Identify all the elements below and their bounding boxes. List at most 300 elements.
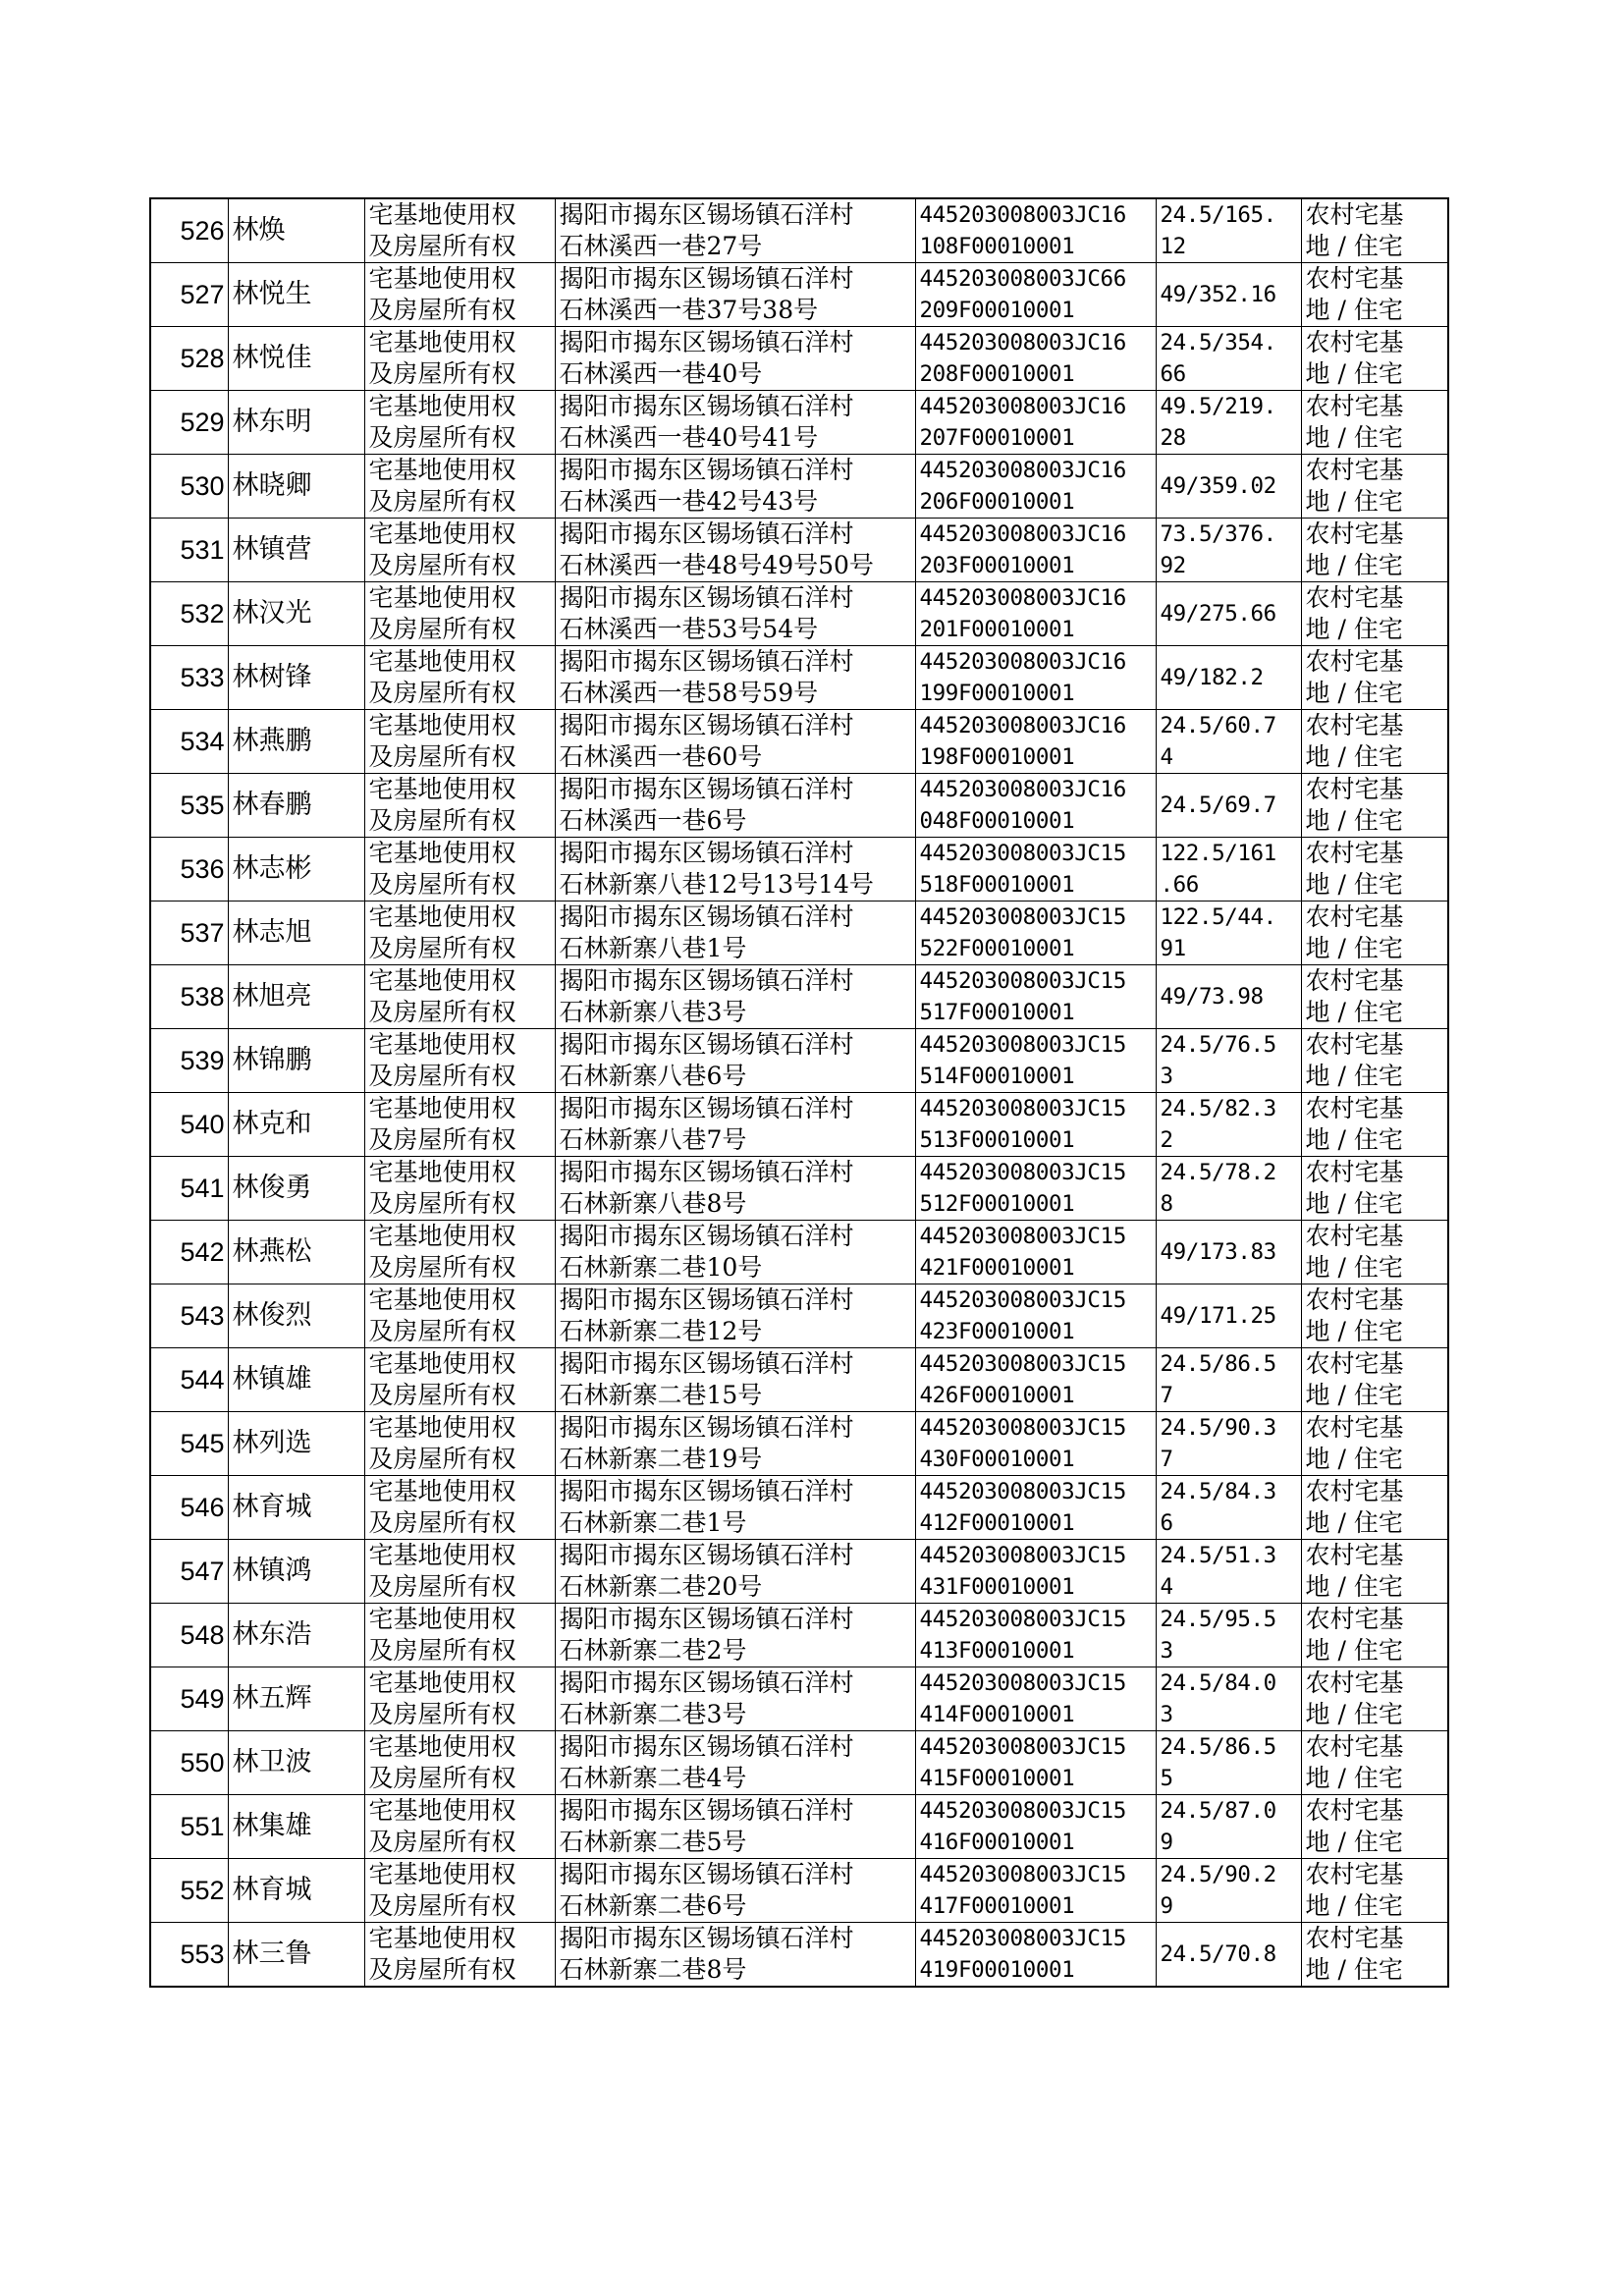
row-number-cell: 548	[150, 1604, 228, 1667]
right-type-line: 及房屋所有权	[368, 679, 516, 707]
land-use-cell	[1301, 198, 1448, 263]
property-address-line: 石林溪西一巷60号	[559, 742, 763, 771]
table-body	[150, 198, 1448, 1987]
property-address-line: 揭阳市揭东区锡场镇石洋村	[559, 519, 854, 548]
area-value-line: 24.5/60.7	[1160, 713, 1276, 738]
property-address-cell	[555, 582, 915, 646]
area-value-cell	[1156, 710, 1301, 774]
table-row	[150, 1731, 1448, 1795]
table-row	[150, 582, 1448, 646]
area-value-line: 91	[1160, 936, 1186, 961]
right-type-cell	[364, 455, 555, 519]
row-number-cell: 537	[150, 902, 228, 965]
row-number-cell: 550	[150, 1731, 228, 1795]
unit-code-cell	[915, 774, 1156, 838]
right-type-cell	[364, 1476, 555, 1540]
land-use-cell	[1301, 902, 1448, 965]
property-address-line: 石林新寨二巷20号	[559, 1572, 763, 1601]
right-type-line: 宅基地使用权	[368, 1860, 516, 1888]
property-address-line: 石林溪西一巷53号54号	[559, 615, 819, 643]
area-value-cell	[1156, 1093, 1301, 1157]
area-value-line: 122.5/44.	[1160, 904, 1276, 930]
unit-code-line: 423F00010001	[919, 1319, 1075, 1344]
property-address-line: 揭阳市揭东区锡场镇石洋村	[559, 1030, 854, 1059]
right-type-line: 及房屋所有权	[368, 998, 516, 1026]
area-value-cell	[1156, 1029, 1301, 1093]
area-value-line: 24.5/95.5	[1160, 1607, 1276, 1632]
unit-code-cell	[915, 455, 1156, 519]
table-row	[150, 519, 1448, 582]
unit-code-line: 445203008003JC15	[919, 1607, 1126, 1632]
property-address-line: 石林新寨二巷19号	[559, 1445, 763, 1473]
right-type-cell	[364, 1221, 555, 1284]
right-type-line: 及房屋所有权	[368, 1508, 516, 1537]
owner-name-cell: 林列选	[228, 1412, 364, 1476]
unit-code-line: 209F00010001	[919, 298, 1075, 323]
right-type-line: 宅基地使用权	[368, 1222, 516, 1250]
unit-code-line: 048F00010001	[919, 808, 1075, 834]
owner-name-cell: 林三鲁	[228, 1923, 364, 1988]
land-use-cell	[1301, 1221, 1448, 1284]
table-row	[150, 1093, 1448, 1157]
right-type-cell	[364, 1923, 555, 1988]
area-value-line: 49/73.98	[1160, 984, 1264, 1010]
land-use-cell	[1301, 1923, 1448, 1988]
property-address-cell	[555, 1157, 915, 1221]
area-value-cell	[1156, 902, 1301, 965]
property-address-line: 揭阳市揭东区锡场镇石洋村	[559, 1732, 854, 1761]
table-row	[150, 1795, 1448, 1859]
area-value-cell	[1156, 646, 1301, 710]
area-value-cell	[1156, 1412, 1301, 1476]
area-value-line: 4	[1160, 1574, 1173, 1600]
right-type-cell	[364, 965, 555, 1029]
right-type-cell	[364, 838, 555, 902]
land-use-line: 地 / 住宅	[1305, 1381, 1403, 1409]
area-value-line: 9	[1160, 1893, 1173, 1919]
area-value-line: 5	[1160, 1766, 1173, 1791]
owner-name-cell: 林俊烈	[228, 1284, 364, 1348]
row-number-cell: 540	[150, 1093, 228, 1157]
land-use-line: 地 / 住宅	[1305, 934, 1403, 962]
right-type-line: 宅基地使用权	[368, 519, 516, 548]
land-use-line: 农村宅基	[1305, 902, 1404, 931]
table-row	[150, 327, 1448, 391]
right-type-line: 宅基地使用权	[368, 775, 516, 803]
property-address-line: 揭阳市揭东区锡场镇石洋村	[559, 1158, 854, 1186]
unit-code-line: 431F00010001	[919, 1574, 1075, 1600]
unit-code-line: 198F00010001	[919, 744, 1075, 770]
land-use-cell	[1301, 774, 1448, 838]
land-use-cell	[1301, 1157, 1448, 1221]
table-row	[150, 263, 1448, 327]
table-row	[150, 1667, 1448, 1731]
row-number-cell: 530	[150, 455, 228, 519]
land-use-line: 地 / 住宅	[1305, 1062, 1403, 1090]
right-type-line: 宅基地使用权	[368, 902, 516, 931]
area-value-line: 7	[1160, 1447, 1173, 1472]
property-address-line: 揭阳市揭东区锡场镇石洋村	[559, 1860, 854, 1888]
owner-name-cell: 林东浩	[228, 1604, 364, 1667]
unit-code-cell	[915, 1221, 1156, 1284]
owner-name-cell: 林志彬	[228, 838, 364, 902]
right-type-cell	[364, 1412, 555, 1476]
unit-code-line: 415F00010001	[919, 1766, 1075, 1791]
right-type-line: 宅基地使用权	[368, 583, 516, 612]
unit-code-cell	[915, 965, 1156, 1029]
row-number-cell: 546	[150, 1476, 228, 1540]
property-address-line: 石林溪西一巷6号	[559, 806, 747, 835]
right-type-line: 宅基地使用权	[368, 1030, 516, 1059]
land-use-line: 农村宅基	[1305, 1349, 1404, 1378]
right-type-line: 及房屋所有权	[368, 1700, 516, 1728]
area-value-line: 9	[1160, 1830, 1173, 1855]
property-address-cell	[555, 263, 915, 327]
owner-name-cell: 林锦鹏	[228, 1029, 364, 1093]
unit-code-line: 445203008003JC16	[919, 202, 1126, 228]
area-value-cell	[1156, 1348, 1301, 1412]
land-use-line: 地 / 住宅	[1305, 1189, 1403, 1218]
land-use-cell	[1301, 519, 1448, 582]
unit-code-line: 445203008003JC15	[919, 1479, 1126, 1504]
area-value-line: 3	[1160, 1638, 1173, 1664]
right-type-line: 宅基地使用权	[368, 1158, 516, 1186]
unit-code-line: 445203008003JC15	[919, 1926, 1126, 1951]
area-value-line: 92	[1160, 553, 1186, 578]
right-type-line: 及房屋所有权	[368, 1253, 516, 1282]
row-number-cell: 532	[150, 582, 228, 646]
land-use-cell	[1301, 391, 1448, 455]
unit-code-line: 445203008003JC15	[919, 841, 1126, 866]
land-use-line: 地 / 住宅	[1305, 1445, 1403, 1473]
land-use-line: 农村宅基	[1305, 200, 1404, 229]
right-type-cell	[364, 1093, 555, 1157]
right-type-line: 及房屋所有权	[368, 1317, 516, 1345]
area-value-line: 49/275.66	[1160, 601, 1276, 627]
area-value-line: 49/171.25	[1160, 1303, 1276, 1329]
row-number-cell: 547	[150, 1540, 228, 1604]
area-value-line: .66	[1160, 872, 1199, 898]
row-number-cell: 543	[150, 1284, 228, 1348]
property-address-cell	[555, 1540, 915, 1604]
land-use-cell	[1301, 1667, 1448, 1731]
unit-code-line: 445203008003JC16	[919, 394, 1126, 419]
right-type-line: 及房屋所有权	[368, 1955, 516, 1984]
unit-code-line: 421F00010001	[919, 1255, 1075, 1281]
unit-code-line: 419F00010001	[919, 1957, 1075, 1983]
land-use-line: 农村宅基	[1305, 1860, 1404, 1888]
table-row	[150, 1157, 1448, 1221]
property-address-line: 石林溪西一巷27号	[559, 232, 763, 260]
land-use-line: 地 / 住宅	[1305, 679, 1403, 707]
property-address-cell	[555, 1284, 915, 1348]
right-type-cell	[364, 582, 555, 646]
property-address-cell	[555, 1093, 915, 1157]
unit-code-line: 201F00010001	[919, 617, 1075, 642]
area-value-cell	[1156, 1540, 1301, 1604]
land-use-line: 农村宅基	[1305, 1924, 1404, 1952]
unit-code-line: 522F00010001	[919, 936, 1075, 961]
land-use-line: 地 / 住宅	[1305, 487, 1403, 516]
unit-code-cell	[915, 1029, 1156, 1093]
property-address-line: 石林溪西一巷42号43号	[559, 487, 819, 516]
area-value-line: 49/182.2	[1160, 665, 1264, 690]
property-address-line: 揭阳市揭东区锡场镇石洋村	[559, 1094, 854, 1122]
property-address-cell	[555, 1859, 915, 1923]
land-use-line: 地 / 住宅	[1305, 1125, 1403, 1154]
land-use-line: 农村宅基	[1305, 583, 1404, 612]
unit-code-cell	[915, 1795, 1156, 1859]
area-value-cell	[1156, 1284, 1301, 1348]
table-row	[150, 1221, 1448, 1284]
property-address-cell	[555, 1029, 915, 1093]
property-address-line: 石林溪西一巷48号49号50号	[559, 551, 874, 579]
right-type-cell	[364, 1284, 555, 1348]
owner-name-cell: 林悦佳	[228, 327, 364, 391]
owner-name-cell: 林春鹏	[228, 774, 364, 838]
right-type-line: 及房屋所有权	[368, 615, 516, 643]
land-use-line: 地 / 住宅	[1305, 1700, 1403, 1728]
property-address-line: 石林新寨二巷4号	[559, 1764, 747, 1792]
land-use-line: 地 / 住宅	[1305, 1253, 1403, 1282]
property-address-cell	[555, 1221, 915, 1284]
area-value-cell	[1156, 1795, 1301, 1859]
owner-name-cell: 林志旭	[228, 902, 364, 965]
right-type-line: 及房屋所有权	[368, 1764, 516, 1792]
right-type-cell	[364, 1029, 555, 1093]
area-value-cell	[1156, 455, 1301, 519]
area-value-line: 66	[1160, 361, 1186, 387]
land-use-line: 地 / 住宅	[1305, 1828, 1403, 1856]
property-address-cell	[555, 646, 915, 710]
area-value-line: 49/352.16	[1160, 282, 1276, 307]
right-type-line: 宅基地使用权	[368, 839, 516, 867]
row-number-cell: 539	[150, 1029, 228, 1093]
property-address-line: 揭阳市揭东区锡场镇石洋村	[559, 392, 854, 420]
table-row	[150, 710, 1448, 774]
row-number-cell: 553	[150, 1923, 228, 1988]
property-address-line: 揭阳市揭东区锡场镇石洋村	[559, 1605, 854, 1633]
right-type-cell	[364, 1157, 555, 1221]
right-type-cell	[364, 263, 555, 327]
unit-code-line: 426F00010001	[919, 1383, 1075, 1408]
property-address-cell	[555, 198, 915, 263]
right-type-line: 及房屋所有权	[368, 1125, 516, 1154]
row-number-cell: 542	[150, 1221, 228, 1284]
unit-code-cell	[915, 1284, 1156, 1348]
land-use-cell	[1301, 646, 1448, 710]
property-address-line: 揭阳市揭东区锡场镇石洋村	[559, 1668, 854, 1697]
owner-name-cell: 林晓卿	[228, 455, 364, 519]
area-value-cell	[1156, 1923, 1301, 1988]
unit-code-cell	[915, 1093, 1156, 1157]
property-address-cell	[555, 1604, 915, 1667]
right-type-line: 宅基地使用权	[368, 392, 516, 420]
land-use-line: 农村宅基	[1305, 839, 1404, 867]
row-number-cell: 534	[150, 710, 228, 774]
property-address-cell	[555, 391, 915, 455]
property-address-line: 揭阳市揭东区锡场镇石洋村	[559, 1924, 854, 1952]
owner-name-cell: 林燕鹏	[228, 710, 364, 774]
area-value-line: 24.5/69.7	[1160, 792, 1276, 818]
land-use-line: 农村宅基	[1305, 1222, 1404, 1250]
right-type-line: 宅基地使用权	[368, 1732, 516, 1761]
unit-code-cell	[915, 1348, 1156, 1412]
property-address-line: 石林新寨二巷15号	[559, 1381, 763, 1409]
right-type-cell	[364, 327, 555, 391]
owner-name-cell: 林镇鸿	[228, 1540, 364, 1604]
property-address-line: 揭阳市揭东区锡场镇石洋村	[559, 1349, 854, 1378]
property-address-line: 石林新寨八巷6号	[559, 1062, 747, 1090]
right-type-cell	[364, 1795, 555, 1859]
area-value-cell	[1156, 1476, 1301, 1540]
unit-code-cell	[915, 838, 1156, 902]
unit-code-cell	[915, 1667, 1156, 1731]
land-use-cell	[1301, 1476, 1448, 1540]
right-type-line: 宅基地使用权	[368, 1094, 516, 1122]
property-address-line: 揭阳市揭东区锡场镇石洋村	[559, 583, 854, 612]
right-type-line: 宅基地使用权	[368, 966, 516, 995]
unit-code-line: 445203008003JC15	[919, 1032, 1126, 1058]
unit-code-line: 412F00010001	[919, 1510, 1075, 1536]
table-row	[150, 1412, 1448, 1476]
right-type-line: 宅基地使用权	[368, 328, 516, 356]
land-use-line: 地 / 住宅	[1305, 1955, 1403, 1984]
right-type-line: 及房屋所有权	[368, 1572, 516, 1601]
unit-code-line: 445203008003JC16	[919, 458, 1126, 483]
area-value-cell	[1156, 1604, 1301, 1667]
unit-code-cell	[915, 1604, 1156, 1667]
unit-code-line: 207F00010001	[919, 425, 1075, 451]
unit-code-line: 445203008003JC16	[919, 585, 1126, 611]
row-number-cell: 528	[150, 327, 228, 391]
unit-code-line: 445203008003JC15	[919, 1734, 1126, 1760]
owner-name-cell: 林焕	[228, 198, 364, 263]
right-type-line: 宅基地使用权	[368, 1796, 516, 1825]
property-address-line: 揭阳市揭东区锡场镇石洋村	[559, 775, 854, 803]
land-use-cell	[1301, 582, 1448, 646]
unit-code-cell	[915, 263, 1156, 327]
area-value-cell	[1156, 965, 1301, 1029]
property-address-line: 石林新寨八巷3号	[559, 998, 747, 1026]
area-value-cell	[1156, 198, 1301, 263]
right-type-line: 宅基地使用权	[368, 1541, 516, 1569]
owner-name-cell: 林悦生	[228, 263, 364, 327]
land-use-line: 农村宅基	[1305, 1413, 1404, 1442]
owner-name-cell: 林东明	[228, 391, 364, 455]
area-value-cell	[1156, 263, 1301, 327]
unit-code-line: 206F00010001	[919, 489, 1075, 515]
area-value-line: 3	[1160, 1064, 1173, 1089]
unit-code-line: 514F00010001	[919, 1064, 1075, 1089]
row-number-cell: 527	[150, 263, 228, 327]
row-number-cell: 529	[150, 391, 228, 455]
unit-code-line: 445203008003JC15	[919, 1224, 1126, 1249]
right-type-line: 及房屋所有权	[368, 1891, 516, 1920]
right-type-line: 及房屋所有权	[368, 934, 516, 962]
area-value-line: 24.5/90.2	[1160, 1862, 1276, 1887]
unit-code-cell	[915, 1412, 1156, 1476]
land-use-cell	[1301, 1029, 1448, 1093]
property-address-cell	[555, 1348, 915, 1412]
property-address-line: 石林新寨二巷6号	[559, 1891, 747, 1920]
right-type-cell	[364, 519, 555, 582]
unit-code-cell	[915, 1859, 1156, 1923]
land-use-cell	[1301, 1284, 1448, 1348]
area-value-line: 4	[1160, 744, 1173, 770]
property-address-line: 石林新寨二巷5号	[559, 1828, 747, 1856]
land-use-line: 地 / 住宅	[1305, 1572, 1403, 1601]
row-number-cell: 526	[150, 198, 228, 263]
property-address-line: 石林新寨二巷2号	[559, 1636, 747, 1665]
land-use-line: 农村宅基	[1305, 1477, 1404, 1505]
table-row	[150, 198, 1448, 263]
land-use-line: 地 / 住宅	[1305, 1891, 1403, 1920]
unit-code-line: 445203008003JC66	[919, 266, 1126, 292]
property-address-cell	[555, 1476, 915, 1540]
area-value-line: 24.5/87.0	[1160, 1798, 1276, 1824]
unit-code-line: 445203008003JC16	[919, 649, 1126, 675]
right-type-line: 及房屋所有权	[368, 551, 516, 579]
row-number-cell: 538	[150, 965, 228, 1029]
table-row	[150, 1923, 1448, 1988]
unit-code-line: 445203008003JC15	[919, 1415, 1126, 1441]
unit-code-cell	[915, 391, 1156, 455]
property-address-cell	[555, 902, 915, 965]
right-type-line: 及房屋所有权	[368, 1381, 516, 1409]
area-value-cell	[1156, 1731, 1301, 1795]
area-value-line: 24.5/90.3	[1160, 1415, 1276, 1441]
owner-name-cell: 林镇营	[228, 519, 364, 582]
area-value-line: 24.5/84.0	[1160, 1670, 1276, 1696]
row-number-cell: 551	[150, 1795, 228, 1859]
owner-name-cell: 林燕松	[228, 1221, 364, 1284]
land-use-line: 农村宅基	[1305, 1094, 1404, 1122]
area-value-line: 3	[1160, 1702, 1173, 1727]
property-address-line: 揭阳市揭东区锡场镇石洋村	[559, 902, 854, 931]
right-type-line: 及房屋所有权	[368, 487, 516, 516]
property-address-line: 揭阳市揭东区锡场镇石洋村	[559, 839, 854, 867]
right-type-line: 及房屋所有权	[368, 870, 516, 899]
owner-name-cell: 林汉光	[228, 582, 364, 646]
land-use-line: 农村宅基	[1305, 1541, 1404, 1569]
area-value-cell	[1156, 774, 1301, 838]
property-address-line: 石林新寨二巷12号	[559, 1317, 763, 1345]
area-value-line: 6	[1160, 1510, 1173, 1536]
right-type-line: 宅基地使用权	[368, 264, 516, 293]
property-address-cell	[555, 519, 915, 582]
area-value-cell	[1156, 327, 1301, 391]
land-use-line: 农村宅基	[1305, 456, 1404, 484]
property-address-cell	[555, 1795, 915, 1859]
land-use-line: 地 / 住宅	[1305, 1508, 1403, 1537]
right-type-line: 及房屋所有权	[368, 806, 516, 835]
area-value-line: 24.5/76.5	[1160, 1032, 1276, 1058]
unit-code-line: 445203008003JC15	[919, 1287, 1126, 1313]
right-type-line: 及房屋所有权	[368, 359, 516, 388]
unit-code-line: 445203008003JC15	[919, 1543, 1126, 1568]
row-number-cell: 545	[150, 1412, 228, 1476]
unit-code-line: 208F00010001	[919, 361, 1075, 387]
table-row	[150, 391, 1448, 455]
unit-code-cell	[915, 1540, 1156, 1604]
area-value-line: 24.5/354.	[1160, 330, 1276, 355]
property-rights-table	[149, 197, 1449, 1988]
unit-code-cell	[915, 646, 1156, 710]
right-type-line: 宅基地使用权	[368, 456, 516, 484]
property-address-cell	[555, 710, 915, 774]
right-type-line: 宅基地使用权	[368, 647, 516, 676]
